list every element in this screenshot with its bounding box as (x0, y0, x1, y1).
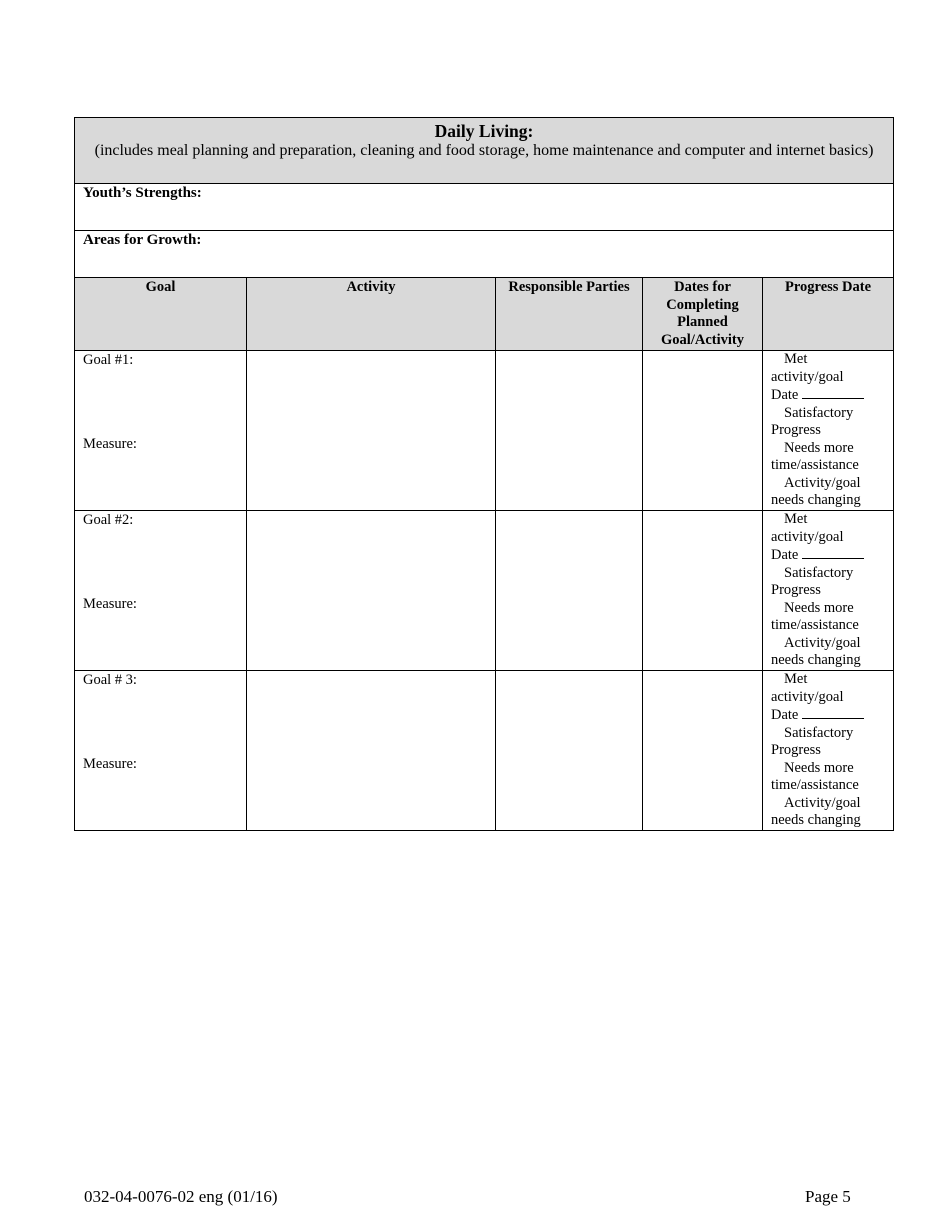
option-text: Needs more (784, 439, 854, 456)
col-dates-header (643, 278, 763, 351)
responsible-cell[interactable] (496, 671, 643, 831)
progress-cell (763, 671, 894, 831)
option-text: Met (784, 351, 808, 367)
option-text: needs changing (771, 652, 861, 668)
option-text: Progress (771, 422, 821, 438)
option-text: Activity/goal (784, 634, 861, 651)
needs-changing-option[interactable] (771, 795, 893, 813)
col-goal-header: Goal (75, 278, 247, 351)
date-label: Date (771, 707, 799, 723)
col-dates-header-line: Dates for (674, 279, 731, 295)
daily-living-table (74, 117, 894, 831)
youths-strengths-label: Youth’s Strengths: (83, 185, 202, 201)
col-progress-header: Progress Date (763, 278, 894, 351)
option-text: Needs more (784, 599, 854, 616)
dates-cell[interactable] (643, 671, 763, 831)
option-text: activity/goal (771, 688, 844, 705)
satisfactory-option[interactable] (771, 405, 893, 423)
date-field[interactable] (771, 706, 893, 725)
dates-cell[interactable] (643, 511, 763, 671)
goal-3-cell[interactable] (75, 671, 247, 831)
section-title: Daily Living: (434, 121, 534, 141)
satisfactory-option[interactable] (771, 565, 893, 583)
measure-label: Measure: (83, 596, 137, 612)
section-header (75, 118, 894, 184)
table-row (75, 351, 894, 511)
option-text: activity/goal (771, 368, 844, 385)
table-row (75, 671, 894, 831)
date-blank[interactable] (802, 386, 864, 399)
goal-label: Goal # 3: (83, 672, 137, 688)
areas-for-growth-field[interactable] (75, 231, 894, 278)
needs-changing-option[interactable] (771, 635, 893, 653)
col-dates-header-line: Planned (677, 314, 728, 330)
progress-cell (763, 351, 894, 511)
date-label: Date (771, 387, 799, 403)
measure-label: Measure: (83, 436, 137, 452)
activity-cell[interactable] (247, 351, 496, 511)
col-responsible-header: Responsible Parties (496, 278, 643, 351)
met-option[interactable] (771, 351, 893, 369)
date-blank[interactable] (802, 546, 864, 559)
option-text: Met (784, 511, 808, 527)
option-text: time/assistance (771, 617, 859, 633)
met-option[interactable] (771, 511, 893, 529)
youths-strengths-field[interactable] (75, 184, 894, 231)
option-text: Met (784, 671, 808, 687)
areas-for-growth-label: Areas for Growth: (83, 232, 202, 248)
col-dates-header-line: Completing (666, 296, 739, 313)
dates-cell[interactable] (643, 351, 763, 511)
satisfactory-option[interactable] (771, 725, 893, 743)
option-text: activity/goal (771, 528, 844, 545)
progress-cell (763, 511, 894, 671)
activity-cell[interactable] (247, 511, 496, 671)
date-field[interactable] (771, 546, 893, 565)
form-number: 032-04-0076-02 eng (01/16) (84, 1187, 278, 1206)
met-option[interactable] (771, 671, 893, 689)
needs-more-option[interactable] (771, 600, 893, 618)
date-label: Date (771, 547, 799, 563)
measure-label: Measure: (83, 756, 137, 772)
option-text: Needs more (784, 759, 854, 776)
needs-changing-option[interactable] (771, 475, 893, 493)
col-activity-header: Activity (247, 278, 496, 351)
responsible-cell[interactable] (496, 351, 643, 511)
option-text: Satisfactory (784, 564, 854, 581)
page-number: Page 5 (805, 1187, 851, 1206)
responsible-cell[interactable] (496, 511, 643, 671)
column-header-row (75, 278, 894, 351)
option-text: Progress (771, 742, 821, 758)
option-text: time/assistance (771, 457, 859, 473)
needs-more-option[interactable] (771, 760, 893, 778)
goal-label: Goal #2: (83, 512, 134, 528)
table-row (75, 511, 894, 671)
col-dates-header-line: Goal/Activity (661, 331, 744, 348)
option-text: Progress (771, 582, 821, 598)
needs-more-option[interactable] (771, 440, 893, 458)
option-text: needs changing (771, 812, 861, 828)
activity-cell[interactable] (247, 671, 496, 831)
section-subtitle: (includes meal planning and preparation, cleaning and food storage, home maintenance and computer and internet basics) (94, 142, 874, 159)
goal-2-cell[interactable] (75, 511, 247, 671)
option-text: Satisfactory (784, 404, 854, 421)
option-text: Satisfactory (784, 724, 854, 741)
option-text: time/assistance (771, 777, 859, 793)
date-blank[interactable] (802, 706, 864, 719)
option-text: needs changing (771, 492, 861, 508)
date-field[interactable] (771, 386, 893, 405)
goal-1-cell[interactable] (75, 351, 247, 511)
goal-label: Goal #1: (83, 352, 134, 368)
option-text: Activity/goal (784, 794, 861, 811)
option-text: Activity/goal (784, 474, 861, 491)
